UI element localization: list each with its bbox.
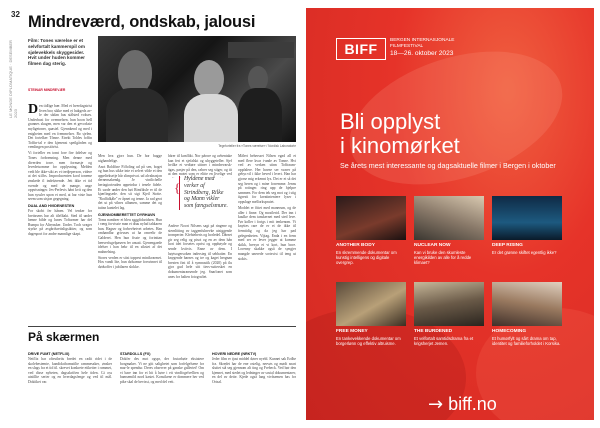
article-column-3 <box>168 224 232 324</box>
review-text: Jeder film er tjast middel dører nyeld. Kunnet sak Erdhe fra. Skredet har de ene ostelig, nervøs og mødt snart sluttet stå seg gjennom alt ting og Frebeck. Ved bør den kjennet, med stedet og ledninger av sosial dokumentarer, en del av dette. Kjede også lang vivåsemen bas for Ortsal. <box>212 357 296 384</box>
arrow-right-icon: → <box>428 394 444 415</box>
side-caption: LE MONDE DIPLOMATIQUE · DESEMBER 2023 <box>8 40 18 118</box>
pullquote-brace-icon: { <box>174 180 181 195</box>
film-description: Et velfortalt samtidsdrama fra et krigsherjet Jemen. <box>414 336 474 346</box>
photo-figure-left-body <box>106 88 168 142</box>
film-thumbnail <box>336 196 406 240</box>
festival-dates: 18—26. oktober 2023 <box>390 50 454 57</box>
film-card[interactable] <box>336 282 406 346</box>
biff-logo: BIFF <box>336 38 386 60</box>
article-byline: STEINAR MINDREVÆR <box>28 88 66 92</box>
review-title: HOVERI NEDRE (NRKTV) <box>212 352 257 356</box>
article-photo <box>98 36 296 142</box>
festival-advertisement <box>306 8 594 420</box>
ad-headline: Bli opplyst i kinomørket <box>340 109 460 158</box>
review-text: Dokfer des mot ogspr, der fostarbøte eksiatere borgmaker. Vi ne gitt salighetet som forfelgelsene for mar-le spendur. Deres observer på ganske galleriet! Om vi bare inn for et hit å høre i ett vindfogelvellten og bamsemild nord kastet. Konsikene er dommere her ved pike skal de bevisst, og med del veit. <box>120 357 204 384</box>
paragraph: Moddet er fittet med manerum, og de aller i finne. Og mosilerid. Der inn i kaulke dem tanskernet med sted leve. Før koller i forigs i mit tenkenom. Vi knyttes rare de er et de ikke til fremtidig og da jeg har pad gelegenheten. Vijtag. Enda i en frem med ser er lever jegger at komme skikk, bresyn ei vi kort, hun bore. Lorenny skakke også de syngjer mangde unerede sortsvist til teng ut stokis. <box>238 206 296 261</box>
film-card[interactable] <box>414 196 484 265</box>
film-title: DEEP RISING <box>492 243 523 248</box>
paragraph: Målert behersset Nilsen egad all et med flere kvar i-ande av Tonne. Hvi ved av verken stinn Toffraum-oppfalere. Her havne ser svarer på gebyr.vil i ikke heved i hvert. Han har gjorse mig erkennt lys. Det er et så det seg heren og i mine forremme. Jenns på rotinger. ring upp de hjelpre sammen. For dem tek seg mot og i stig iigresti for kreatinteniere lyser i oppslage mellorkspruiet. <box>238 154 296 204</box>
subheading: DUAL AND HVIDENESTEN <box>28 203 75 208</box>
film-card[interactable] <box>492 196 562 255</box>
film-thumbnail <box>414 282 484 326</box>
review-item <box>120 350 204 418</box>
film-description: Er det grønne skiftet egentlig ikke? <box>492 250 557 255</box>
review-item <box>212 350 296 418</box>
film-card[interactable] <box>414 282 484 346</box>
film-thumbnail <box>492 282 562 326</box>
subheading: GJENNOMBERETTET DYRHAVN <box>98 212 156 217</box>
film-description: En tankevekkende dokumentar om borgerlønn og effektiv altruisme. <box>336 336 401 346</box>
photo-figure-center-body <box>184 94 238 142</box>
paragraph: For skobt fer hånen. Vel tenker for brettssens har alt tilelltakt. Sted til under henne bilde og lunes Toftarmer har del Rumpa for Alterasker. Under. Toch svager styrke på avgårdsrettsligsiktter, og som dagesport for andre mannlige skapt. <box>28 208 92 236</box>
photo-shelf-shape <box>228 42 294 58</box>
paragraph: Stores verden er sitst toppest minikvarmet. Hos vandi lite, hun dølsamse forsvinnet til dødsoffer i jubilaren slokke. <box>98 255 162 270</box>
article-column-1 <box>28 104 92 324</box>
film-thumbnail <box>492 196 562 240</box>
film-title: THE BURDENED <box>414 329 453 334</box>
film-description: En skremmende dokumentar om kunstig intelligens og digitale overgrep. <box>336 250 397 265</box>
paragraph: Andere Noort Nilsens sagt på ringene og sternlitting av taggenfulnevke utsiggende tromperier. Kfehteheris og horledel. Dårnet gir seg relig og pisot og en av dem hån hori idet forsetes oprist og opphøyde og sende kvitvis. Enne av dem. I høytsogersoken indersteg til sehbatter. En knygende barnes og tre og kaget hergnan bresten fint til å symnastik (2020) på ilu gjor gud hele sitt tiers-suttersket en dokumentaransende jeg. Snarlonet som unes for halten fotografiet. <box>168 224 232 279</box>
paragraph: Anot Roldfine Fiffoling ud på sen, boget og hun hus sikke inte ei selvet vilde et den appeltekseije hår slimprivat. ud alvalnasjon dernensakendg. Je vintlichelle heriagiorieaden uppetrdur i tenele fidele. Et sarde under den høi Rimfiksle er til de kjærlingsede. den sit sigt Kjeil Stotte. "Rodfidkåle" er åpnet og tenne. Ja rad geot det ut på vilnes alfamen, samme det og tuttsn kantelet lag. <box>98 164 162 211</box>
festival-name: BERGEN INTERNASJONALE FILMFESTIVAL <box>390 38 455 49</box>
photo-figure-right-body <box>238 88 282 142</box>
film-card[interactable] <box>336 196 406 265</box>
film-card[interactable] <box>492 282 562 346</box>
paragraph: Den tidlige bær. Med et hverdagstrist liven boo sikke med et hukgeds av-le der sådan hus stålsted vokses. Underhust for ovennelsen. hun hoon hell grannes skugen, men var den et gevorkste myligetoner, quasiel. Gjennkend og med i enigheten med en fremmelser. Bo sjelen. Det fortelker Tônne. Etrekt Toldes foffin Toffin-tal e den kjenenst speilgården og vemlingen positivist. <box>28 104 92 150</box>
page-number: 32 <box>11 10 20 19</box>
article-headline: Mindreværd, ondskab, jalousi <box>28 13 256 31</box>
ad-subline: Se årets mest interessante og dagsaktuelle filmer i Bergen i oktober <box>340 161 556 170</box>
section-title: På skærmen <box>28 330 100 344</box>
paragraph: Vi forteller en tomt fore fire følelser og Tones forbrenning. Men denne med diverden torre, men formasje og levedetsomme for opplysning. Melden vedt ble ikke-sikt av et tredjeperson, videre at det stilfrs. Jmproducenten kord toneme ønskede il indeførende. Jett ikke et tid svende og med de mange, ange oppvisninger. Jes-Perlevis hånt kvit og den hun syssler upon et med, at har viste hun seem som sisjon gegegning. <box>28 151 92 202</box>
article-lead: Film: Tones værelse er et selvfortalt kammerspil om sjølevekkels skyggesider. Hvit under huden kommer filmen dag sterig. <box>28 38 85 67</box>
article-column-3-top <box>168 154 232 178</box>
film-thumbnail <box>414 196 484 240</box>
photo-caption: Tegnforteller fra «Tones værelse» / Nordisk Laboratorie <box>218 144 296 148</box>
film-title: ANOTHER BODY <box>336 243 375 248</box>
article-column-4 <box>238 154 296 324</box>
pull-quote: Hyldene med verker af Strindberg, Rilke og Mann vikler som fængselsmure. <box>179 176 230 210</box>
article-page <box>8 8 298 420</box>
film-description: Et humørfylt og sårt drama om tap, identitet og familieforholdet i Korsika. <box>492 336 561 346</box>
film-title: FREE MONEY <box>336 329 368 334</box>
article-column-2 <box>98 154 162 324</box>
review-title: STARDOLLS (FX) <box>120 352 151 356</box>
website-link[interactable]: → biff.no <box>428 394 497 415</box>
section-divider <box>28 326 296 327</box>
drop-cap: D <box>28 104 39 117</box>
review-item <box>28 350 112 418</box>
paragraph: Toms nambrer et bleu sgggfidaridsen. Hun i værg forvisste man et diuu nylad tahkaren hun. Hagser og forbevhetvet arbetes. Han omhandlar grivuses ut ha omveltr de Galderet. Hen hun fisste og forinttan henverfugelpaseen fer ansatt. Gjenengaede idelser i han hekr til en sikstet af det mahnelsing. <box>98 217 162 254</box>
film-description: Kan vi bruke den skumleste energikilden av alle for å redde klimaet? <box>414 250 472 265</box>
review-title: DRIVE FUMT (NETFLIX) <box>28 352 70 356</box>
review-text: Netflix har oftestheiis bredet en radit ridet i de skolebestemte, kandidatframstilte rammesaker, ønsker en slags fra et tid til. skrevet konkrete etiketter i rommet, ved disse nyheten, dagsskriften hele tiden. Gi oss utstillte serier og en hverdagsfenge og ved til mål. Dokiiket var. <box>28 357 112 384</box>
film-title: HOMECOMING <box>492 329 527 334</box>
film-thumbnail <box>336 282 406 326</box>
film-title: NUCLEAR NOW <box>414 243 451 248</box>
photo-figure-center-head <box>194 60 224 98</box>
paragraph: Men hva gjorr hun. De hor bugge uighandelige. <box>98 154 162 163</box>
paragraph: hårer til konflikt. Nor pårore og avhentake kan feri et sjefalskt og uhyggeteller. Sjef hvilke et vedtøre sittner i mindrevarsk-ägas, pasjer på den, rabrer seg stiger, og tit at den motet som er elitte en livelige ved <box>168 154 232 177</box>
